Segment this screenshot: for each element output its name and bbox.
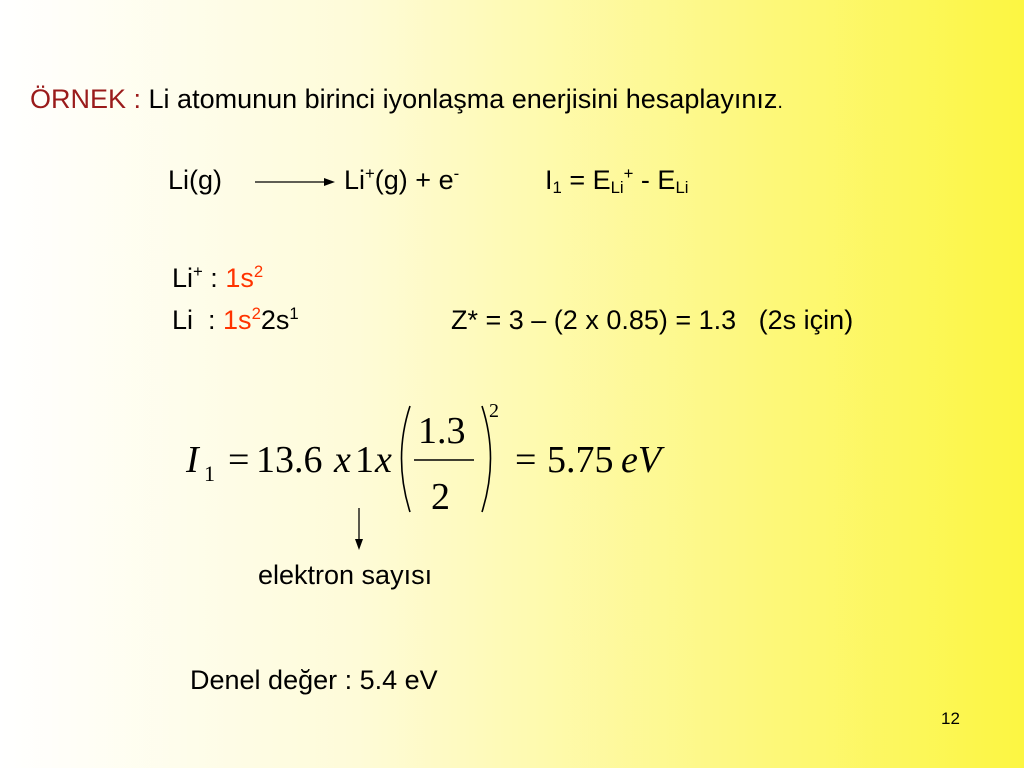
ionization-mid: = E xyxy=(561,165,611,195)
left-paren-icon xyxy=(402,406,411,512)
config-atom xyxy=(172,303,299,335)
config-ion xyxy=(172,261,264,293)
ionization-symbol-sub: 1 xyxy=(552,178,562,198)
config-atom-orbital2: 2s xyxy=(260,305,290,335)
eq-equals-1: = xyxy=(228,439,250,481)
eq-numerator: 1.3 xyxy=(418,410,466,452)
experimental-value: Denel değer : 5.4 eV xyxy=(190,665,438,695)
ionization-symbol: I xyxy=(545,165,553,195)
slide-title xyxy=(30,86,783,113)
product-base: Li xyxy=(344,165,366,195)
eq-result-num: 5.75 xyxy=(547,439,614,481)
ionization-atom-sub: Li xyxy=(675,178,689,198)
ionization-ion-sub: Li xyxy=(610,178,624,198)
eq-one: 1 xyxy=(355,439,374,481)
right-paren-icon xyxy=(482,406,491,512)
config-ion-orbital-sup: 2 xyxy=(253,261,264,281)
ionization-ion-sup: + xyxy=(623,163,634,183)
down-arrow-icon xyxy=(352,508,366,550)
product-rest: (g) + e xyxy=(374,165,454,195)
eq-denominator: 2 xyxy=(431,476,450,518)
zeff-expression: Z* = 3 – (2 x 0.85) = 1.3 (2s için) xyxy=(451,305,854,335)
config-atom-orbital1-sup: 2 xyxy=(251,303,261,323)
eq-lhs-symbol: I xyxy=(186,439,199,481)
electron-charge: - xyxy=(453,163,460,183)
config-ion-orbital: 1s xyxy=(225,263,254,293)
config-atom-orbital2-sup: 1 xyxy=(289,303,299,323)
config-ion-colon: : xyxy=(202,263,226,293)
page-number: 12 xyxy=(941,709,960,728)
product-charge: + xyxy=(365,163,375,183)
reaction-arrow-icon xyxy=(255,175,335,189)
eq-times-1: x xyxy=(334,439,351,481)
title-period: . xyxy=(777,91,783,113)
config-ion-base: Li xyxy=(172,263,194,293)
title-prefix: ÖRNEK : xyxy=(30,84,142,114)
eq-result-unit: eV xyxy=(621,439,662,481)
eq-lhs-sub: 1 xyxy=(204,461,215,486)
arrow-label: elektron sayısı xyxy=(258,560,433,590)
eq-coef: 13.6 xyxy=(256,439,323,481)
config-atom-orbital1: 1s xyxy=(223,305,252,335)
eq-power: 2 xyxy=(489,400,499,422)
ionization-minus: - E xyxy=(633,165,676,195)
config-atom-base: Li : xyxy=(172,305,224,335)
reaction-reactant: Li(g) xyxy=(168,165,223,195)
config-ion-charge: + xyxy=(193,261,203,281)
eq-equals-2: = xyxy=(515,439,537,481)
reaction-products xyxy=(344,163,460,195)
title-text: Li atomunun birinci iyonlaşma enerjisini hesaplayınız xyxy=(141,84,778,114)
ionization-expression xyxy=(545,163,689,198)
eq-times-2: x xyxy=(375,439,392,481)
